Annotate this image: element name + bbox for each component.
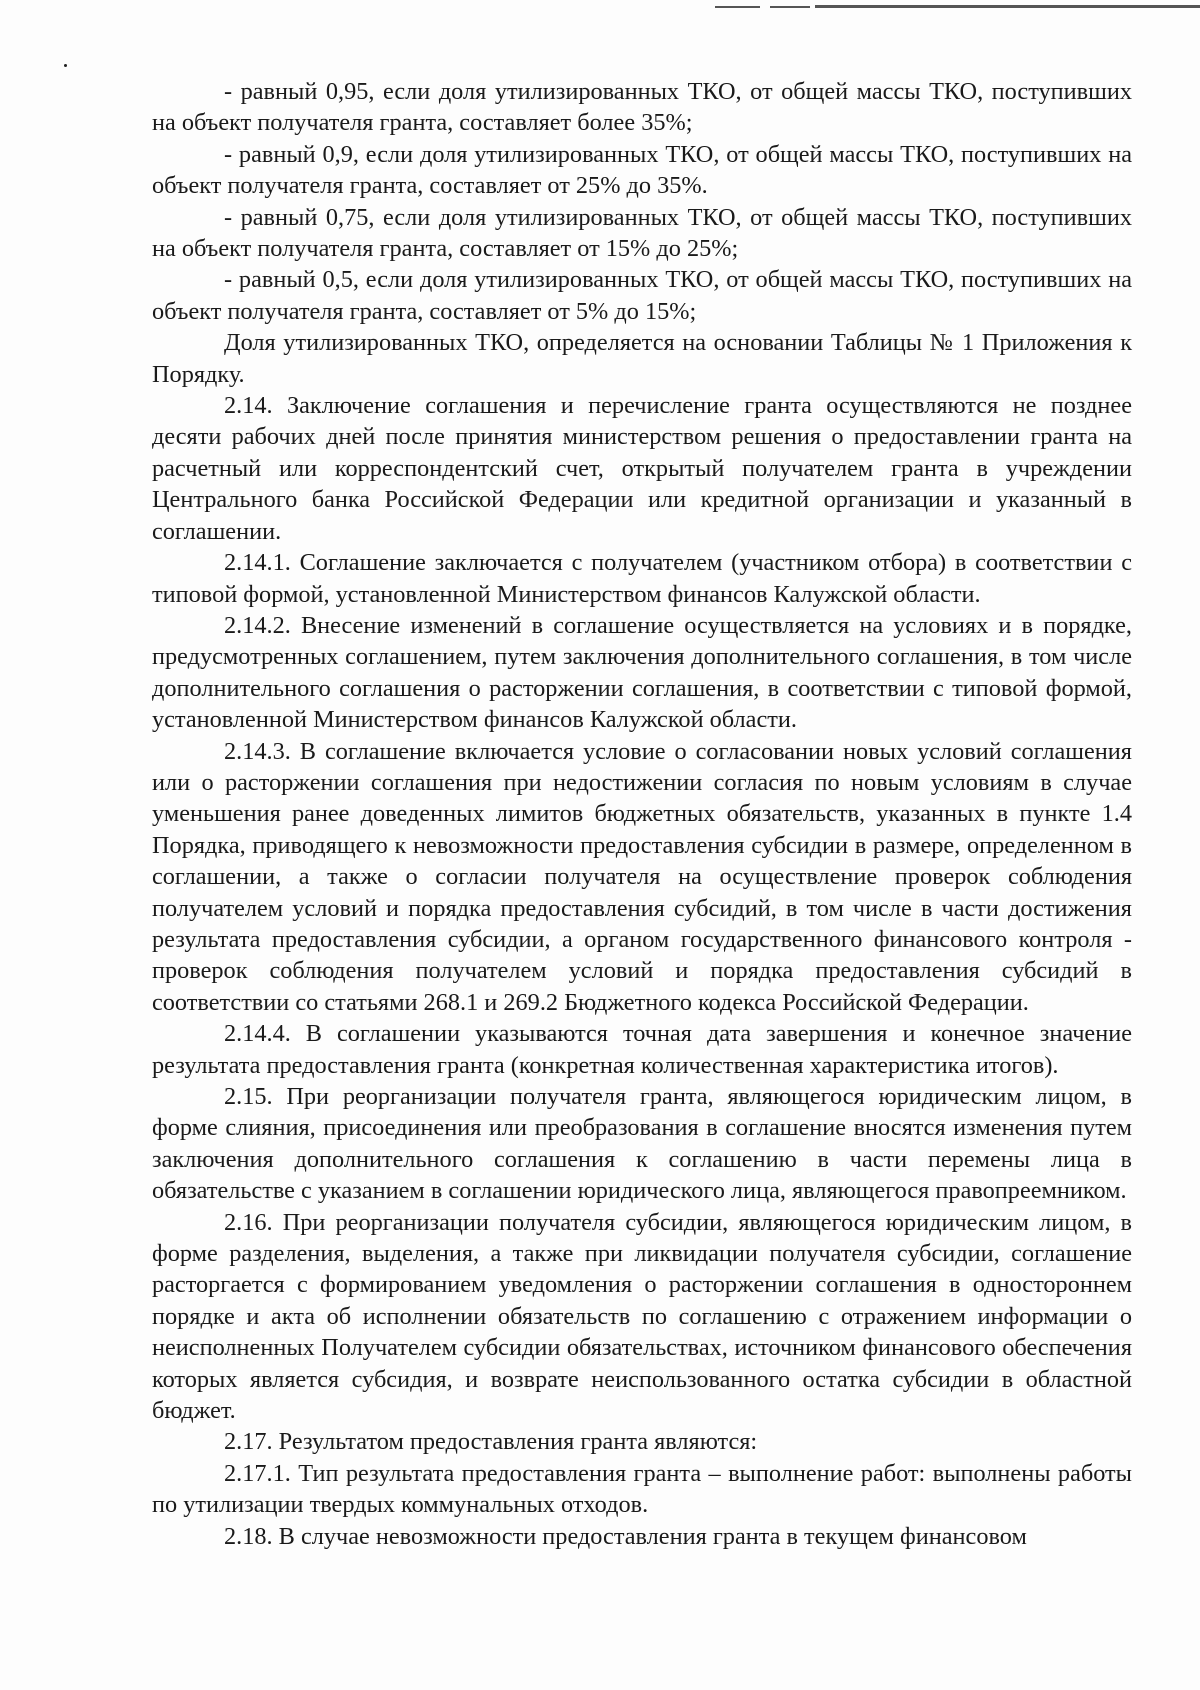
paragraph-2-17-1: 2.17.1. Тип результата предоставления гранта – выполнение работ: выполнены работы по утилизации твердых коммунальных отходов. bbox=[152, 1459, 1132, 1519]
paragraph-2-14-3: 2.14.3. В соглашение включается условие о согласовании новых условий соглашения или о расторжении соглашения при недостижении согласия по новым условиям в случае уменьшения ранее доведенных лимитов бюджетных обязательств, указанных в пункте 1.4 Порядка, приводящего к невозможности предоставления субсидии в размере, определенном в соглашении, а также о согласии получателя на осуществление проверок соблюдения получателем условий и порядка предоставления субсидий, в том числе в части достижения результата предоставления субсидии, а органом государственного финансового контроля - проверок соблюдения получателем условий и порядка предоставления субсидий в соответствии со статьями 268.1 и 269.2 Бюджетного кодекса Российской Федерации. bbox=[152, 737, 1132, 1016]
paragraph-coef-05: - равный 0,5, если доля утилизированных ТКО, от общей массы ТКО, поступивших на объект получателя гранта, составляет от 5% до 15%; bbox=[152, 266, 1132, 325]
paragraph-2-14-1: 2.14.1. Соглашение заключается с получателем (участником отбора) в соответствии с типовой формой, установленной Министерством финансов Калужской области. bbox=[152, 549, 1132, 608]
document-body bbox=[152, 76, 1132, 1552]
scan-edge-line bbox=[715, 6, 760, 8]
paragraph-share-definition: Доля утилизированных ТКО, определяется на основании Таблицы № 1 Приложения к Порядку. bbox=[152, 329, 1132, 388]
paragraph-2-17: 2.17. Результатом предоставления гранта являются: bbox=[224, 1428, 758, 1456]
paragraph-2-14: 2.14. Заключение соглашения и перечисление гранта осуществляются не позднее десяти рабочих дней после принятия министерством решения о предоставлении гранта на расчетный или корреспондентский счет, открытый получателем гранта в учреждении Центрального банка Российской Федерации или кредитной организации и указанный в соглашении. bbox=[152, 392, 1132, 545]
paragraph-2-16: 2.16. При реорганизации получателя субсидии, являющегося юридическим лицом, в форме разделения, выделения, а также при ликвидации получателя субсидии, соглашение расторгается с формированием уведомления о расторжении соглашения в одностороннем порядке и акта об исполнении обязательств по соглашению с отражением информации о неисполненных Получателем субсидии обязательствах, источником финансового обеспечения которых является субсидия, и возврате неиспользованного остатка субсидии в областной бюджет. bbox=[152, 1208, 1132, 1425]
paragraph-2-18: 2.18. В случае невозможности предоставления гранта в текущем финансовом bbox=[224, 1522, 1027, 1550]
paragraph-coef-095: - равный 0,95, если доля утилизированных ТКО, от общей массы ТКО, поступивших на объект получателя гранта, составляет более 35%; bbox=[152, 78, 1132, 137]
paragraph-coef-09: - равный 0,9, если доля утилизированных ТКО, от общей массы ТКО, поступивших на объект получателя гранта, составляет от 25% до 35%. bbox=[152, 140, 1132, 200]
scan-edge-line bbox=[770, 6, 810, 8]
paragraph-coef-075: - равный 0,75, если доля утилизированных ТКО, от общей массы ТКО, поступивших на объект получателя гранта, составляет от 15% до 25%; bbox=[152, 203, 1132, 263]
scan-edge-line bbox=[815, 5, 1200, 8]
paragraph-2-15: 2.15. При реорганизации получателя гранта, являющегося юридическим лицом, в форме слияния, присоединения или преобразования в соглашение вносятся изменения путем заключения дополнительного соглашения к соглашению в части перемены лица в обязательстве с указанием в соглашении юридического лица, являющегося правопреемником. bbox=[152, 1083, 1132, 1205]
paragraph-2-14-2: 2.14.2. Внесение изменений в соглашение осуществляется на условиях и в порядке, предусмотренных соглашением, путем заключения дополнительного соглашения, в том числе дополнительного соглашения о расторжении соглашения, в соответствии с типовой формой, установленной Министерством финансов Калужской области. bbox=[152, 611, 1132, 734]
paragraph-2-14-4: 2.14.4. В соглашении указываются точная дата завершения и конечное значение результата предоставления гранта (конкретная количественная характеристика итогов). bbox=[152, 1020, 1132, 1079]
scan-speck bbox=[64, 64, 67, 67]
